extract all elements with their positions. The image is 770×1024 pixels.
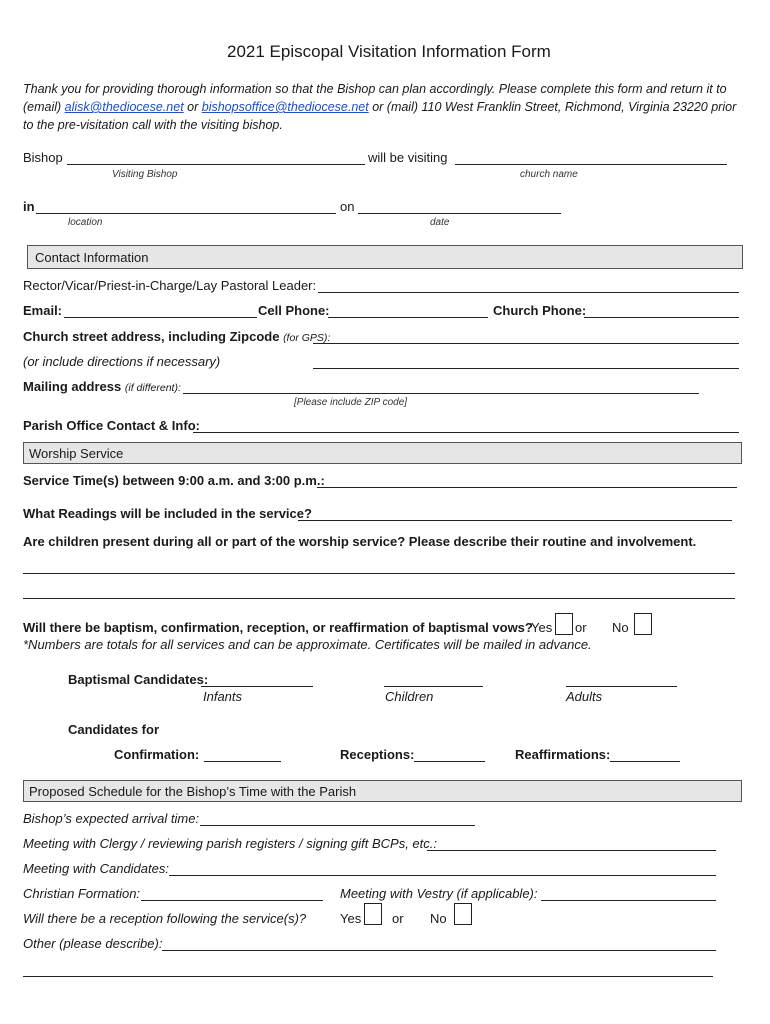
confirmation-field[interactable] <box>204 761 281 762</box>
email-field[interactable] <box>64 317 257 318</box>
contact-section-header <box>27 245 743 269</box>
zip-caption: [Please include ZIP code] <box>294 397 408 408</box>
other-field-line-2[interactable] <box>23 976 713 977</box>
clergy-meeting-field[interactable] <box>427 850 716 851</box>
will-be-visiting-label: will be visiting <box>368 150 448 165</box>
baptism-question: Will there be baptism, confirmation, reception, or reaffirmation of baptismal vows? <box>23 620 533 635</box>
rector-label: Rector/Vicar/Priest-in-Charge/Lay Pastoral Leader: <box>23 278 317 293</box>
schedule-section-header <box>23 780 742 802</box>
email-link-bishopsoffice[interactable]: bishopsoffice@thediocese.net <box>201 100 369 114</box>
children-field-line-2[interactable] <box>23 598 735 599</box>
intro-address-text: or (mail) 110 West Franklin Street, Richmond, Virginia 23220 prior to the pre-visitation call with the visiting bishop. <box>23 100 737 132</box>
readings-field[interactable] <box>298 520 732 521</box>
street-address-hint: (for GPS): <box>283 332 331 344</box>
rector-field[interactable] <box>318 292 739 293</box>
email-label: Email: <box>23 303 63 318</box>
intro-paragraph <box>23 80 748 134</box>
location-field[interactable] <box>36 213 336 214</box>
reception-question: Will there be a reception following the service(s)? <box>23 911 307 926</box>
service-times-field[interactable] <box>317 487 737 488</box>
intro-text: Thank you for providing thorough information so that the Bishop can plan accordingly. Please complete this form and return it to (email) <box>23 82 727 114</box>
arrival-time-field[interactable] <box>200 825 475 826</box>
location-caption: location <box>68 217 103 228</box>
numbers-note: *Numbers are totals for all services and can be approximate. Certificates will be mailed in advance. <box>23 637 592 652</box>
mailing-address-text: Mailing address <box>23 379 122 394</box>
reception-yes-checkbox[interactable] <box>364 903 382 925</box>
directions-field[interactable] <box>313 368 739 369</box>
intro-or-text: or <box>183 100 202 114</box>
street-address-label <box>23 329 330 344</box>
directions-label: (or include directions if necessary) <box>23 354 221 369</box>
adults-caption: Adults <box>566 689 603 704</box>
contact-heading: Contact Information <box>35 250 149 265</box>
mailing-address-field[interactable] <box>183 393 699 394</box>
other-field-line-1[interactable] <box>162 950 716 951</box>
christian-formation-field[interactable] <box>141 900 323 901</box>
date-caption: date <box>430 217 450 228</box>
parish-office-field[interactable] <box>193 432 739 433</box>
reaffirmations-field[interactable] <box>610 761 680 762</box>
baptism-no-label: No <box>612 620 629 635</box>
receptions-label: Receptions: <box>340 747 415 762</box>
baptismal-candidates-label: Baptismal Candidates: <box>68 672 209 687</box>
reception-yes-label: Yes <box>340 911 362 926</box>
service-times-label: Service Time(s) between 9:00 a.m. and 3:00 p.m.: <box>23 473 325 488</box>
candidates-meeting-label: Meeting with Candidates: <box>23 861 169 876</box>
receptions-field[interactable] <box>414 761 485 762</box>
other-label: Other (please describe): <box>23 936 163 951</box>
children-caption: Children <box>385 689 434 704</box>
street-address-field[interactable] <box>313 343 739 344</box>
readings-label: What Readings will be included in the service? <box>23 506 312 521</box>
bishop-label: Bishop <box>23 150 63 165</box>
vestry-meeting-field[interactable] <box>541 900 716 901</box>
baptism-yes-label: Yes <box>531 620 553 635</box>
baptism-or-label: or <box>575 620 587 635</box>
reception-no-checkbox[interactable] <box>454 903 472 925</box>
on-label: on <box>340 199 355 214</box>
baptism-no-checkbox[interactable] <box>634 613 652 635</box>
arrival-time-label: Bishop’s expected arrival time: <box>23 811 200 826</box>
visiting-bishop-caption: Visiting Bishop <box>112 169 178 180</box>
confirmation-label: Confirmation: <box>114 747 200 762</box>
worship-section-header <box>23 442 742 464</box>
infants-field[interactable] <box>201 686 313 687</box>
church-name-field[interactable] <box>455 164 727 165</box>
infants-caption: Infants <box>203 689 243 704</box>
page-title: 2021 Episcopal Visitation Information Form <box>227 42 551 61</box>
parish-office-label: Parish Office Contact & Info: <box>23 418 200 433</box>
candidates-for-label: Candidates for <box>68 722 160 737</box>
date-field[interactable] <box>358 213 561 214</box>
vestry-meeting-label: Meeting with Vestry (if applicable): <box>340 886 538 901</box>
visiting-bishop-field[interactable] <box>67 164 365 165</box>
candidates-meeting-field[interactable] <box>169 875 716 876</box>
children-field-line-1[interactable] <box>23 573 735 574</box>
mailing-address-label <box>23 379 181 394</box>
reaffirmations-label: Reaffirmations: <box>515 747 611 762</box>
clergy-meeting-label: Meeting with Clergy / reviewing parish registers / signing gift BCPs, etc.: <box>23 836 438 851</box>
cell-phone-label: Cell Phone: <box>258 303 330 318</box>
christian-formation-label: Christian Formation: <box>23 886 141 901</box>
adults-field[interactable] <box>566 686 677 687</box>
mailing-address-hint: (if different): <box>124 382 181 394</box>
worship-heading: Worship Service <box>29 446 124 461</box>
in-label: in <box>23 199 35 214</box>
reception-or-label: or <box>392 911 404 926</box>
reception-no-label: No <box>430 911 447 926</box>
church-phone-field[interactable] <box>584 317 739 318</box>
cell-phone-field[interactable] <box>328 317 488 318</box>
church-name-caption: church name <box>520 169 578 180</box>
email-link-alisk[interactable]: alisk@thediocese.net <box>64 100 184 114</box>
street-address-text: Church street address, including Zipcode <box>23 329 280 344</box>
children-count-field[interactable] <box>384 686 483 687</box>
church-phone-label: Church Phone: <box>493 303 587 318</box>
schedule-heading: Proposed Schedule for the Bishop’s Time with the Parish <box>29 784 357 799</box>
children-label: Are children present during all or part of the worship service? Please describe their routine and involvement. <box>23 534 697 549</box>
baptism-yes-checkbox[interactable] <box>555 613 573 635</box>
